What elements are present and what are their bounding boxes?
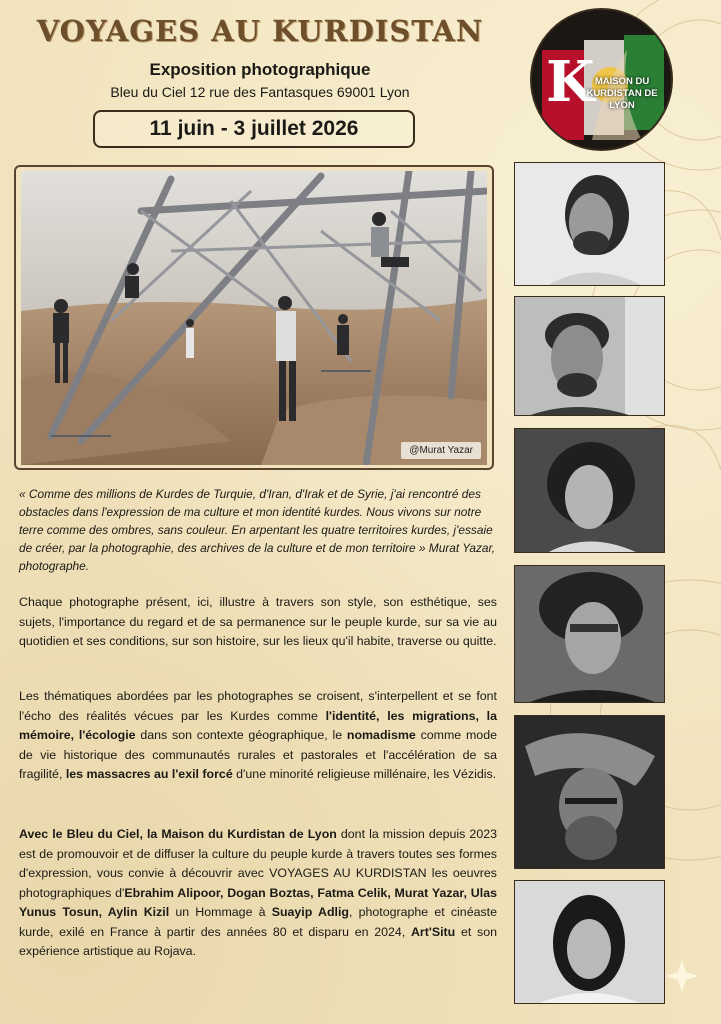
portrait-1 — [514, 162, 665, 286]
portrait-2 — [514, 296, 665, 416]
portrait-5 — [514, 715, 665, 869]
p3-text-d: un Hommage à — [169, 905, 272, 919]
exhibition-dates — [93, 110, 415, 148]
main-photo — [21, 171, 487, 465]
logo-name: MAISON DU KURDISTAN DE LYON — [586, 76, 658, 111]
exhibition-title: VOYAGES AU KURDISTAN — [36, 14, 484, 48]
p3-text-b: dont la mission depuis 2023 est de promouvoir et de diffuser la culture du peuple kurde à travers toutes ses formes d'expression, vous convie à découvrir avec VOYAGES AU KURDISTAN les oeuvres photographiques d' — [19, 827, 497, 900]
paragraph-regard: Chaque photographe présent, ici, illustre à travers son style, son esthétique, ses sujets, l'importance du regard et de sa permanence sur le peuple kurde, sur sa vie au quotidien et ses conditions, sur son histoire, sur les lieux qu'il habite, traverse ou quitte. — [19, 595, 497, 648]
p3-bold-photographers: Ebrahim Alipoor, Dogan Boztas, Fatma Celik, Murat Yazar, Ulas Yunus Tosun, Aylin Kizil — [19, 885, 497, 919]
portrait-6 — [514, 880, 665, 1004]
paragraph-invitation — [19, 825, 497, 962]
p3-bold-artsitu: Art'Situ — [410, 924, 456, 939]
photographer-quote: « Comme des millions de Kurdes de Turquie, d'Iran, d'Irak et de Syrie, j'ai rencontré des obstacles dans l'expression de ma culture et mon identité kurdes. Nous vivons sur notre terre comme des ombres, sans couleur. En arpentant les quatre territoires kurdes, j'essaie de créer, par la photographie, des archives de la culture et de mon territoire » Murat Yazar, photographe. — [19, 487, 496, 573]
p2-text-g: d'une minorité religieuse millénaire, les Vézidis. — [232, 767, 497, 781]
p2-text-a: Les thématiques abordées par les photographes se croisent, s'interpellent et se font l'écho des réalités vécues par les Kurdes comme — [19, 689, 497, 723]
p2-bold-themes: l'identité, les migrations, la mémoire, l'écologie — [19, 708, 497, 742]
sparkle-icon — [666, 960, 698, 992]
p3-bold-organizers: Avec le Bleu du Ciel, la Maison du Kurdistan de Lyon — [19, 827, 337, 841]
portrait-3 — [514, 428, 665, 553]
p2-bold-nomadisme: nomadisme — [346, 728, 416, 742]
logo-letter: K — [546, 49, 595, 115]
photo-credit: @Murat Yazar — [401, 442, 481, 459]
pylon-children-photo — [21, 171, 487, 465]
exhibition-subtitle: Exposition photographique — [149, 60, 371, 79]
p3-text-h: et son expérience artistique au Rojava. — [19, 924, 497, 958]
p3-bold-suayip: Suayip Adlig — [271, 905, 349, 919]
venue-address: Bleu du Ciel 12 rue des Fantasques 69001 Lyon — [110, 84, 410, 100]
dates-text: 11 juin - 3 juillet 2026 — [149, 117, 359, 140]
p2-text-c: dans son contexte géographique, le — [135, 728, 347, 742]
paragraph-thematiques — [19, 687, 497, 785]
maison-kurdistan-logo — [532, 10, 671, 149]
portrait-4 — [514, 565, 665, 703]
p2-bold-massacres: les massacres au l'exil forcé — [65, 767, 233, 781]
p2-text-e: comme mode de vie historique des communautés rurales et pastorales et l'accélération de sa fragilité, — [19, 728, 497, 781]
p3-text-f: , photographe et cinéaste kurde, exilé en France à partir des années 80 et disparu en 2024, — [19, 905, 497, 939]
